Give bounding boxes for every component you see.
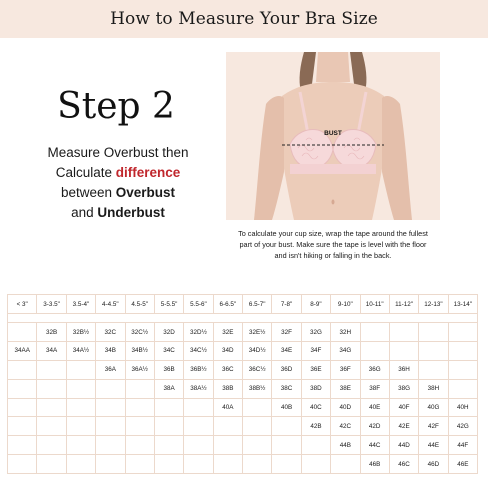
size-cell: 36C½ xyxy=(243,360,272,379)
size-cell: 42G xyxy=(448,417,477,436)
size-cell xyxy=(448,323,477,342)
size-cell: 36H xyxy=(389,360,418,379)
size-cell xyxy=(389,341,418,360)
column-header: 13-14" xyxy=(448,295,477,314)
page-header xyxy=(0,0,488,38)
size-cell: 40F xyxy=(389,398,418,417)
size-cell: 46B xyxy=(360,455,389,474)
size-cell xyxy=(37,417,66,436)
size-cell xyxy=(66,436,95,455)
spacer-cell xyxy=(272,314,301,323)
size-cell xyxy=(37,455,66,474)
bra-band xyxy=(290,164,376,174)
size-cell xyxy=(154,455,183,474)
size-cell: 34B xyxy=(96,341,125,360)
step-heading: Step 2 xyxy=(57,86,175,127)
size-cell: 32D xyxy=(154,323,183,342)
size-cell: 34D½ xyxy=(243,341,272,360)
spacer-cell xyxy=(96,314,125,323)
size-cell: 36B½ xyxy=(184,360,213,379)
bust-label: BUST xyxy=(324,130,342,137)
size-cell: 36B xyxy=(154,360,183,379)
size-cell xyxy=(8,455,37,474)
size-cell: 44E xyxy=(419,436,448,455)
size-cell: 32E xyxy=(213,323,242,342)
spacer-cell xyxy=(184,314,213,323)
size-cell xyxy=(272,436,301,455)
column-header: 6.5-7" xyxy=(243,295,272,314)
size-cell xyxy=(184,417,213,436)
size-cell: 32F xyxy=(272,323,301,342)
size-cell xyxy=(66,360,95,379)
size-cell xyxy=(37,379,66,398)
size-cell: 32B½ xyxy=(66,323,95,342)
size-cell: 38B½ xyxy=(243,379,272,398)
navel xyxy=(332,200,335,205)
spacer-cell xyxy=(360,314,389,323)
spacer-cell xyxy=(8,314,37,323)
size-cell xyxy=(243,417,272,436)
left-arm xyxy=(254,96,284,220)
size-cell xyxy=(419,360,448,379)
spacer-cell xyxy=(243,314,272,323)
size-cell xyxy=(66,398,95,417)
overbust-bold: Overbust xyxy=(115,185,176,200)
size-cell: 44D xyxy=(389,436,418,455)
size-cell: 36F xyxy=(331,360,360,379)
size-cell: 38D xyxy=(301,379,330,398)
size-cell xyxy=(8,379,37,398)
spacer-cell xyxy=(389,314,418,323)
size-cell xyxy=(184,436,213,455)
size-cell: 34E xyxy=(272,341,301,360)
column-header: 7-8" xyxy=(272,295,301,314)
size-cell xyxy=(125,398,154,417)
size-cell xyxy=(184,398,213,417)
column-header: 6-6.5" xyxy=(213,295,242,314)
underbust-bold: Underbust xyxy=(97,205,165,220)
column-header: 3-3.5" xyxy=(37,295,66,314)
size-cell: 38C xyxy=(272,379,301,398)
size-cell xyxy=(213,417,242,436)
size-cell: 32H xyxy=(331,323,360,342)
size-cell xyxy=(125,455,154,474)
size-cell xyxy=(272,417,301,436)
size-cell: 32B xyxy=(37,323,66,342)
size-cell: 42C xyxy=(331,417,360,436)
size-cell: 38E xyxy=(331,379,360,398)
size-cell xyxy=(96,436,125,455)
chart-body xyxy=(8,323,478,474)
column-header: 10-11" xyxy=(360,295,389,314)
column-header: 12-13" xyxy=(419,295,448,314)
size-cell: 44F xyxy=(448,436,477,455)
size-cell: 44B xyxy=(331,436,360,455)
size-cell xyxy=(213,436,242,455)
difference-highlight: difference xyxy=(115,165,181,180)
size-cell: 34A½ xyxy=(66,341,95,360)
table-row xyxy=(8,323,478,342)
chart-header-row xyxy=(8,295,478,314)
size-cell: 46E xyxy=(448,455,477,474)
size-cell: 38F xyxy=(360,379,389,398)
column-header: 4.5-5" xyxy=(125,295,154,314)
column-header: 5.5-6" xyxy=(184,295,213,314)
step-line-3: between Overbust xyxy=(60,185,176,200)
table-row xyxy=(8,455,478,474)
size-cell: 38A½ xyxy=(184,379,213,398)
table-row xyxy=(8,360,478,379)
size-cell xyxy=(301,436,330,455)
size-cell: 36G xyxy=(360,360,389,379)
size-cell xyxy=(213,455,242,474)
size-cell xyxy=(125,379,154,398)
table-row xyxy=(8,417,478,436)
size-cell: 40A xyxy=(213,398,242,417)
size-cell xyxy=(389,323,418,342)
size-cell: 32G xyxy=(301,323,330,342)
size-cell xyxy=(96,455,125,474)
size-cell xyxy=(154,398,183,417)
table-row xyxy=(8,398,478,417)
size-cell xyxy=(96,417,125,436)
column-header: 4-4.5" xyxy=(96,295,125,314)
size-cell: 42E xyxy=(389,417,418,436)
size-cell xyxy=(243,436,272,455)
size-cell xyxy=(8,323,37,342)
size-cell: 34A xyxy=(37,341,66,360)
size-cell xyxy=(96,379,125,398)
size-cell xyxy=(125,417,154,436)
size-cell: 34B½ xyxy=(125,341,154,360)
size-cell xyxy=(419,323,448,342)
size-cell xyxy=(360,323,389,342)
size-cell xyxy=(96,398,125,417)
size-cell: 40E xyxy=(360,398,389,417)
size-cell: 40H xyxy=(448,398,477,417)
size-cell xyxy=(66,379,95,398)
size-cell: 36D xyxy=(272,360,301,379)
size-cell xyxy=(8,360,37,379)
page-title: How to Measure Your Bra Size xyxy=(110,9,378,29)
size-cell xyxy=(37,360,66,379)
size-cell xyxy=(448,341,477,360)
column-header: 3.5-4" xyxy=(66,295,95,314)
chart-spacer-row xyxy=(8,314,478,323)
size-cell: 34AA xyxy=(8,341,37,360)
size-cell xyxy=(154,436,183,455)
column-header: 5-5.5" xyxy=(154,295,183,314)
spacer-cell xyxy=(301,314,330,323)
right-arm xyxy=(382,96,412,220)
column-header: 8-9" xyxy=(301,295,330,314)
model-illustration xyxy=(226,52,440,220)
step-line-1: Measure Overbust then xyxy=(47,145,189,160)
size-cell xyxy=(243,398,272,417)
size-cell xyxy=(448,360,477,379)
neck xyxy=(316,52,350,82)
size-cell: 42D xyxy=(360,417,389,436)
size-cell xyxy=(8,398,37,417)
size-cell: 32C xyxy=(96,323,125,342)
step-instructions xyxy=(18,143,218,223)
size-cell: 36A xyxy=(96,360,125,379)
size-cell xyxy=(448,379,477,398)
table-row xyxy=(8,436,478,455)
table-row xyxy=(8,379,478,398)
step-line-4: and Underbust xyxy=(71,205,165,220)
size-cell: 38B xyxy=(213,379,242,398)
size-cell: 34C xyxy=(154,341,183,360)
size-cell: 42B xyxy=(301,417,330,436)
spacer-cell xyxy=(125,314,154,323)
size-cell: 38A xyxy=(154,379,183,398)
table-row xyxy=(8,341,478,360)
size-cell xyxy=(301,455,330,474)
size-cell: 36C xyxy=(213,360,242,379)
size-cell: 32C½ xyxy=(125,323,154,342)
size-cell: 38G xyxy=(389,379,418,398)
size-cell: 36E xyxy=(301,360,330,379)
size-cell: 46C xyxy=(389,455,418,474)
cup-size-caption: To calculate your cup size, wrap the tape around the fullest part of your bust. Make sure the tape is level with the floor and isn't hiking or falling in the back. xyxy=(238,229,428,260)
size-cell: 40B xyxy=(272,398,301,417)
spacer-cell xyxy=(448,314,477,323)
size-cell: 34F xyxy=(301,341,330,360)
bust-measurement-photo xyxy=(226,52,440,220)
size-cell xyxy=(8,436,37,455)
size-cell xyxy=(272,455,301,474)
size-cell xyxy=(360,341,389,360)
spacer-cell xyxy=(331,314,360,323)
size-cell: 32E½ xyxy=(243,323,272,342)
column-header: 9-10" xyxy=(331,295,360,314)
size-cell xyxy=(37,398,66,417)
size-cell: 36A½ xyxy=(125,360,154,379)
size-cell xyxy=(184,455,213,474)
size-cell: 34D xyxy=(213,341,242,360)
size-cell xyxy=(66,417,95,436)
column-header: 11-12" xyxy=(389,295,418,314)
size-cell: 40G xyxy=(419,398,448,417)
size-cell xyxy=(37,436,66,455)
size-cell: 40D xyxy=(331,398,360,417)
size-cell: 42F xyxy=(419,417,448,436)
size-cell xyxy=(8,417,37,436)
spacer-cell xyxy=(37,314,66,323)
spacer-cell xyxy=(419,314,448,323)
size-cell: 46D xyxy=(419,455,448,474)
size-cell xyxy=(419,341,448,360)
size-cell: 44C xyxy=(360,436,389,455)
size-cell xyxy=(331,455,360,474)
size-cell: 34C½ xyxy=(184,341,213,360)
spacer-cell xyxy=(154,314,183,323)
step-line-2: Calculate difference xyxy=(55,165,181,180)
size-cell xyxy=(66,455,95,474)
size-cell: 38H xyxy=(419,379,448,398)
column-header: < 3" xyxy=(8,295,37,314)
spacer-cell xyxy=(213,314,242,323)
size-cell: 34G xyxy=(331,341,360,360)
size-cell: 32D½ xyxy=(184,323,213,342)
size-cell xyxy=(125,436,154,455)
bra-size-chart xyxy=(7,294,478,474)
size-cell xyxy=(243,455,272,474)
size-cell: 40C xyxy=(301,398,330,417)
size-cell xyxy=(154,417,183,436)
spacer-cell xyxy=(66,314,95,323)
